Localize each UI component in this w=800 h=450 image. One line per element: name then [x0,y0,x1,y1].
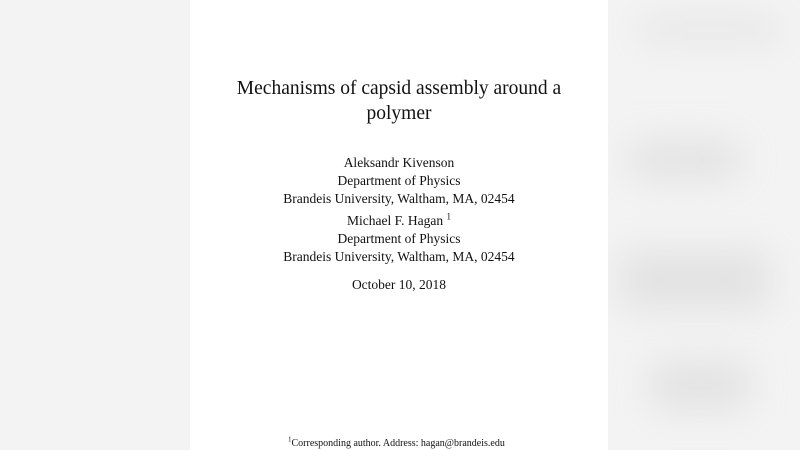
footnote-text: Corresponding author. Address: hagan@brandeis.edu [291,438,505,449]
blurred-page-shadow [640,20,780,40]
author-affiliation: Brandeis University, Waltham, MA, 02454 [283,249,515,264]
author-name: Michael F. Hagan [347,213,444,228]
author-name-line [190,212,608,230]
blurred-page-shadow [620,250,770,310]
footnote [288,435,505,450]
author-block-2 [190,212,608,266]
blurred-page-shadow [650,360,750,410]
author-affiliation: Brandeis University, Waltham, MA, 02454 [283,191,515,206]
footnote-mark: 1 [288,435,292,444]
author-name: Aleksandr Kivenson [343,155,455,170]
paper-date: October 10, 2018 [351,277,447,292]
author-department: Department of Physics [337,173,461,188]
paper-title-line-1: Mechanisms of capsid assembly around a [236,78,562,99]
paper-title [190,76,608,126]
author-department: Department of Physics [337,231,461,246]
paper-page [190,0,608,450]
author-footnote-mark: 1 [446,211,451,222]
author-block-1 [190,154,608,208]
paper-title-line-2: polymer [366,103,432,124]
blurred-page-shadow [630,140,740,180]
